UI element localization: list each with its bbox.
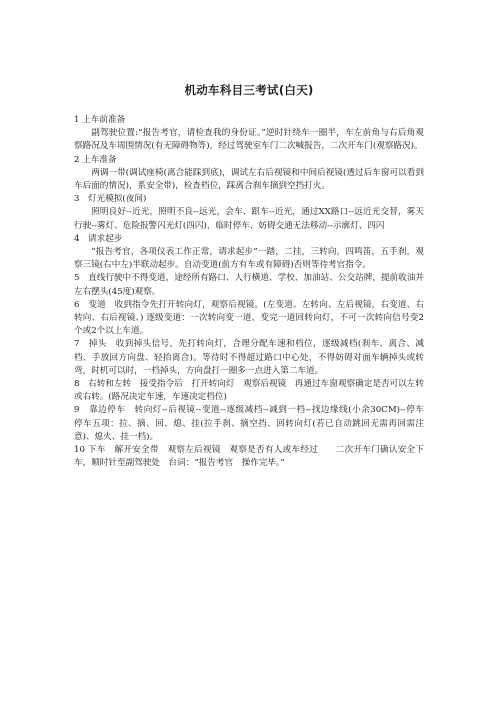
section-4-heading: 4 请求起步 [74,233,123,244]
section-7-text: 7 掉头 收到掉头信号，先打转向灯，合理分配车速和档位，逐级减档(刹车、离合、减档、手放回方向盘、轻抬离合)。等待时不得超过路口中心处，不得妨碍对面车辆掉头或转弯，时机可以时，一档掉头，方向盘打一圈多一点进入第二车道。 [74,339,424,376]
document-body [74,114,442,470]
section-4-text: “报告考官，各项仪表工作正常，请求起步”一踏，二挂，三转向，四鸣笛，五手刹，观察三镜(右中左)半联动起步。自动变道(前方有车或有障碍)否则等待考官指令。 [74,247,424,271]
section-8-text: 8 右转和左转 接受指令后 打开转向灯 观察后视镜 再通过车窗观察确定是否可以左转或右转。(路况决定车速，车速决定档位) [74,379,424,403]
document-page [74,70,442,470]
section-1-heading: 1 上车前准备 [74,115,126,125]
section-9-text: 9 靠边停车 转向灯--后视镜--变道--逐级减档--减到一档--找边缘线(小余30CM)--停车 停车五项：拉、摘、回、熄、挂(拉手刹、摘空挡、回转向灯(若已自动跳回无需再回需注意)、熄火、挂一档)。 [74,405,442,442]
section-3-heading: 3 灯光模拟(夜间) [74,194,147,205]
section-3-text: 照明良好--近光，照明不良--远光，会车、跟车--近光，通过XX路口--远近光交替，雾天行驶--雾灯、危险报警闪光灯(四闪)，临时停车、妨碍交通无法移动--示廓灯、四闪 [74,207,424,231]
section-5-text: 5 直线行驶中不得变道，途经所有路口、人行横道、学校、加油站、公交站牌，提前收油并左右摆头(45度)观察。 [74,273,424,297]
section-1-text: 副驾驶位置:“报告考官，请检查我的身份证。”逆时针绕车一圈半，车左前角与右后角观察路况及车周围情况(有无障碍物等)，经过驾驶室车门二次喊报告，二次开车门(观察路况)。 [74,128,424,152]
document-title: 机动车科目三考试(白天) [184,83,314,97]
section-10-text: 10 下车 解开安全带 观察左后视镜 观察是否有人或车经过 二次开车门确认安全下车，顺时针至副驾驶处 台词：“报告考官 操作完毕。” [74,445,424,469]
section-2-heading: 2 上车准备 [74,154,117,165]
section-6-text: 6 变道 收到指令先打开转向灯，观察后视镜。(左变道、左转向、左后视镜，右变道、右转向、右后视镜、) 逐级变道：一次转向变一道，变完一道回转向灯，不可一次转向信号变2个或2个以上车道。 [74,299,424,337]
section-2-text: 两调一带(调试座椅(离合能踩到底)，调试左右后视镜和中间后视镜(透过后车窗可以看到车后面的情况)，系安全带)，检查档位，踩离合刹车摘到空挡打火。 [74,167,424,192]
